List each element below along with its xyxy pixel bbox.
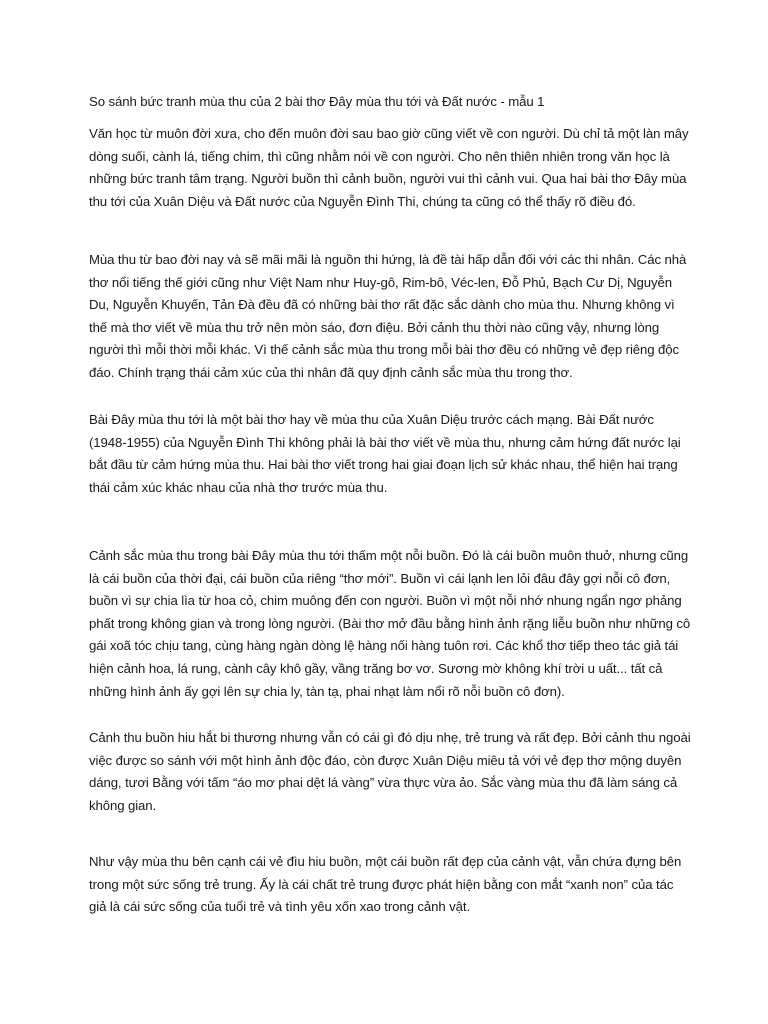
paragraph-two-poems: Bài Đây mùa thu tới là một bài thơ hay về mùa thu của Xuân Diệu trước cách mạng. Bài Đất nước (1948-1955) của Nguyễn Đình Thi không phải là bài thơ viết về mùa thu, nhưng cảm hứng đất nước lại bắt đầu từ cảm hứng mùa thu. Hai bài thơ viết trong hai giai đoạn lịch sử khác nhau, thể hiện hai trạng thái cảm xúc khác nhau của nhà thơ trước mùa thu.	[89, 412, 681, 495]
paragraph-beauty: Cảnh thu buồn hiu hắt bi thương nhưng vẫn có cái gì đó dịu nhẹ, trẻ trung và rất đẹp. Bởi cảnh thu ngoài việc được so sánh với một hình ảnh độc đáo, còn được Xuân Diệu miêu tả với vẻ đẹp thơ mộng duyên dáng, tươi Bằng với tấm “áo mơ phai dệt lá vàng” vừa thực vừa ảo. Sắc vàng mùa thu đã làm sáng cả không gian.	[89, 730, 691, 813]
document-title: So sánh bức tranh mùa thu của 2 bài thơ Đây mùa thu tới và Đất nước - mẫu 1	[89, 94, 545, 109]
paragraph-intro: Văn học từ muôn đời xưa, cho đến muôn đời sau bao giờ cũng viết về con người. Dù chỉ tả một làn mây dòng suối, cành lá, tiếng chim, thì cũng nhằm nói về con người. Cho nên thiên nhiên trong văn học là những bức tranh tâm trạng. Người buồn thì cảnh buồn, người vui thì cảnh vui. Qua hai bài thơ Đây mùa thu tới của Xuân Diệu và Đất nước của Nguyễn Đình Thi, chúng ta cũng có thể thấy rõ điều đó.	[89, 126, 689, 209]
paragraph-conclusion: Như vậy mùa thu bên cạnh cái vẻ đìu hiu buồn, một cái buồn rất đẹp của cảnh vật, vẫn chứa đựng bên trong một sức sống trẻ trung. Ấy là cái chất trẻ trung được phát hiện bằng con mắt “xanh non” của tác giả là cái sức sống của tuổi trẻ và tình yêu xốn xao trong cảnh vật.	[89, 854, 682, 915]
paragraph-sadness: Cảnh sắc mùa thu trong bài Đây mùa thu tới thấm một nỗi buồn. Đó là cái buồn muôn thuở, nhưng cũng là cái buồn của thời đại, cái buồn của riêng “thơ mới”. Buồn vì cái lạnh len lỏi đâu đây gợi nỗi cô đơn, buồn vì sự chia lìa từ hoa cỏ, chim muông đến con người. Buồn vì một nỗi nhớ nhung ngẩn ngơ phảng phất trong không gian và trong lòng người. (Bài thơ mở đầu bằng hình ảnh rặng liễu buồn như những cô gái xoã tóc chịu tang, cùng hàng ngàn dòng lệ hàng nối hàng tuôn rơi. Các khổ thơ tiếp theo tác giả tái hiện cảnh hoa, lá rung, cành cây khô gầy, vầng trăng bơ vơ. Sương mờ không khí trời u uất... tất cả những hình ảnh ấy gợi lên sự chia ly, tàn tạ, phai nhạt làm nổi rõ nỗi buồn cô đơn).	[89, 548, 691, 699]
paragraph-autumn-theme: Mùa thu từ bao đời nay và sẽ mãi mãi là nguồn thi hứng, là đề tài hấp dẫn đối với các thi nhân. Các nhà thơ nổi tiếng thế giới cũng như Việt Nam như Huy-gô, Rim-bô, Véc-len, Đỗ Phủ, Bạch Cư Dị, Nguyễn Du, Nguyễn Khuyến, Tản Đà đều đã có những bài thơ rất đặc sắc dành cho mùa thu. Nhưng không vì thế mà thơ viết về mùa thu trở nên mòn sáo, đơn điệu. Bởi cảnh thu thời nào cũng vậy, nhưng lòng người thì mỗi thời mỗi khác. Vì thế cảnh sắc mùa thu trong mỗi bài thơ đều có những vẻ đẹp riêng độc đáo. Chính trạng thái cảm xúc của thi nhân đã quy định cảnh sắc mùa thu trong thơ.	[89, 252, 687, 380]
